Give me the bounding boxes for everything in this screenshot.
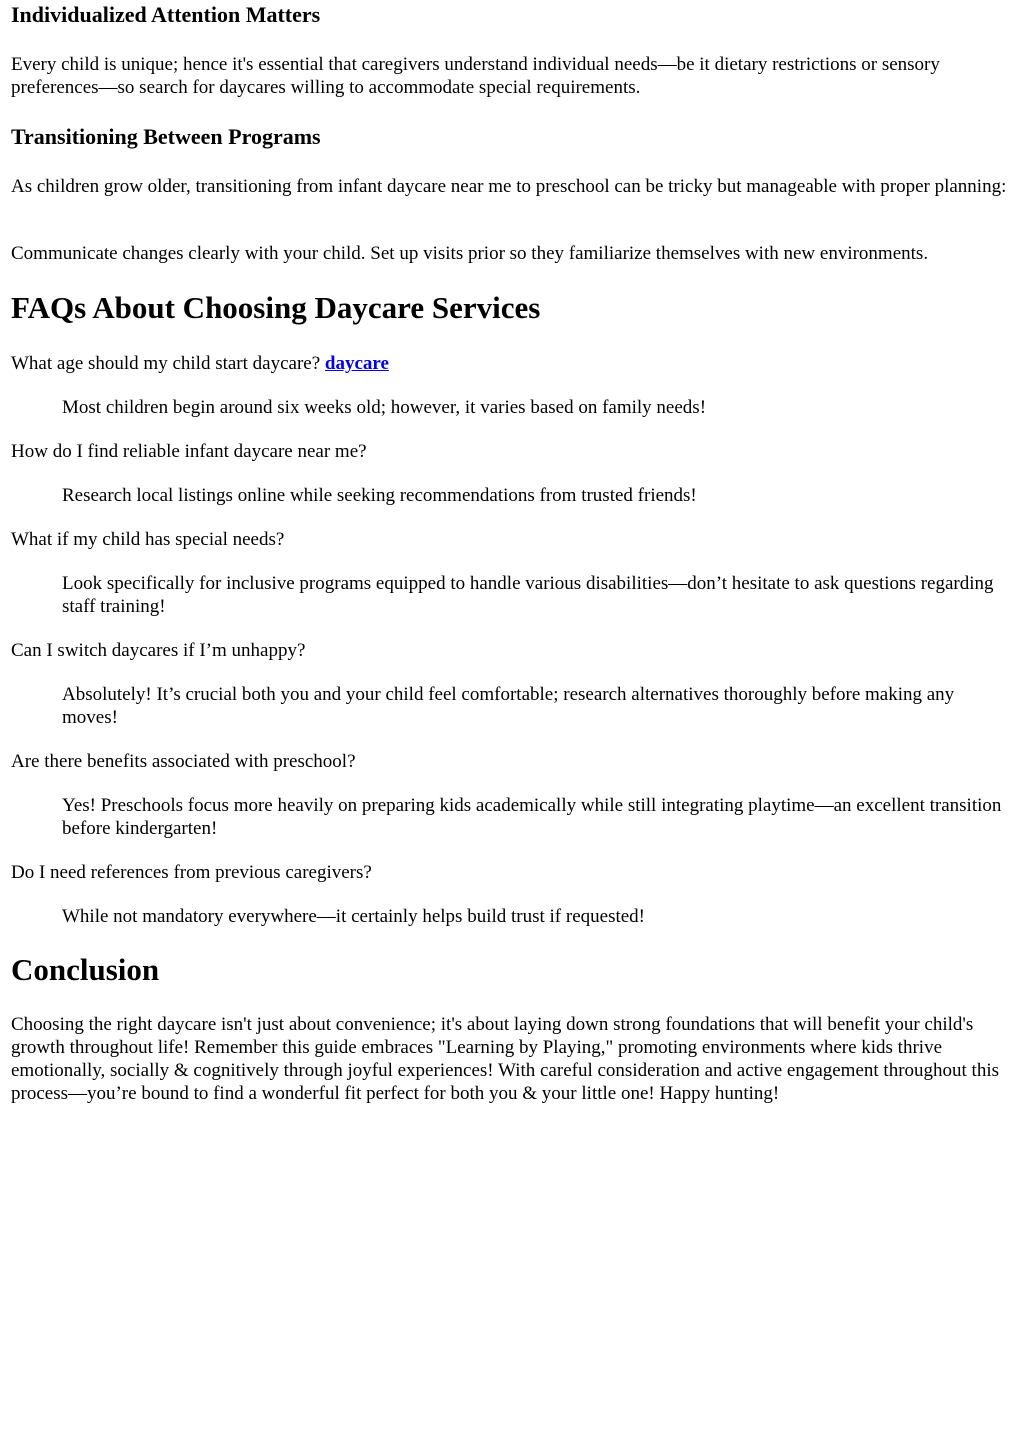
faq-answer: Look specifically for inclusive programs equipped to handle various disabilities—don’t hesitate to ask questions regarding staff training!	[62, 573, 994, 617]
conclusion-heading: Conclusion	[11, 952, 160, 987]
faq-question: What age should my child start daycare? daycare	[11, 353, 389, 374]
faq-question: How do I find reliable infant daycare near me?	[11, 441, 367, 462]
section-heading-transitioning: Transitioning Between Programs	[11, 124, 321, 149]
faq-question: What if my child has special needs?	[11, 529, 285, 550]
section-heading-individualized: Individualized Attention Matters	[11, 2, 321, 27]
paragraph-individualized: Every child is unique; hence it's essential that caregivers understand individual needs—be it dietary restrictions or sensory preferences—so search for daycares willing to accommodate special requirements.	[11, 54, 940, 98]
faq-answer: While not mandatory everywhere—it certainly helps build trust if requested!	[62, 906, 646, 927]
daycare-link[interactable]: daycare	[324, 353, 389, 374]
faq-answer: Research local listings online while seeking recommendations from trusted friends!	[62, 485, 697, 506]
paragraph-transitioning-tips: Communicate changes clearly with your child. Set up visits prior so they familiarize themselves with new environments.	[11, 243, 929, 264]
faq-answer: Most children begin around six weeks old; however, it varies based on family needs!	[62, 397, 707, 418]
faq-answer: Absolutely! It’s crucial both you and your child feel comfortable; research alternatives thoroughly before making any moves!	[62, 684, 955, 728]
paragraph-conclusion: Choosing the right daycare isn't just about convenience; it's about laying down strong foundations that will benefit your child's growth throughout life! Remember this guide embraces "Learning by Playing," promoting environments where kids thrive emotionally, socially & cognitively through joyful experiences! With careful consideration and active engagement throughout this process—you’re bound to find a wonderful fit perfect for both you & your little one! Happy hunting!	[11, 1014, 1000, 1104]
faq-heading: FAQs About Choosing Daycare Services	[11, 290, 541, 325]
paragraph-transitioning-intro: As children grow older, transitioning from infant daycare near me to preschool can be tricky but manageable with proper planning:	[11, 176, 1007, 197]
faq-question: Do I need references from previous caregivers?	[11, 862, 372, 883]
faq-question: Are there benefits associated with preschool?	[11, 751, 356, 772]
faq-answer: Yes! Preschools focus more heavily on preparing kids academically while still integrating playtime—an excellent transition before kindergarten!	[62, 795, 1002, 839]
faq-question: Can I switch daycares if I’m unhappy?	[11, 640, 306, 661]
